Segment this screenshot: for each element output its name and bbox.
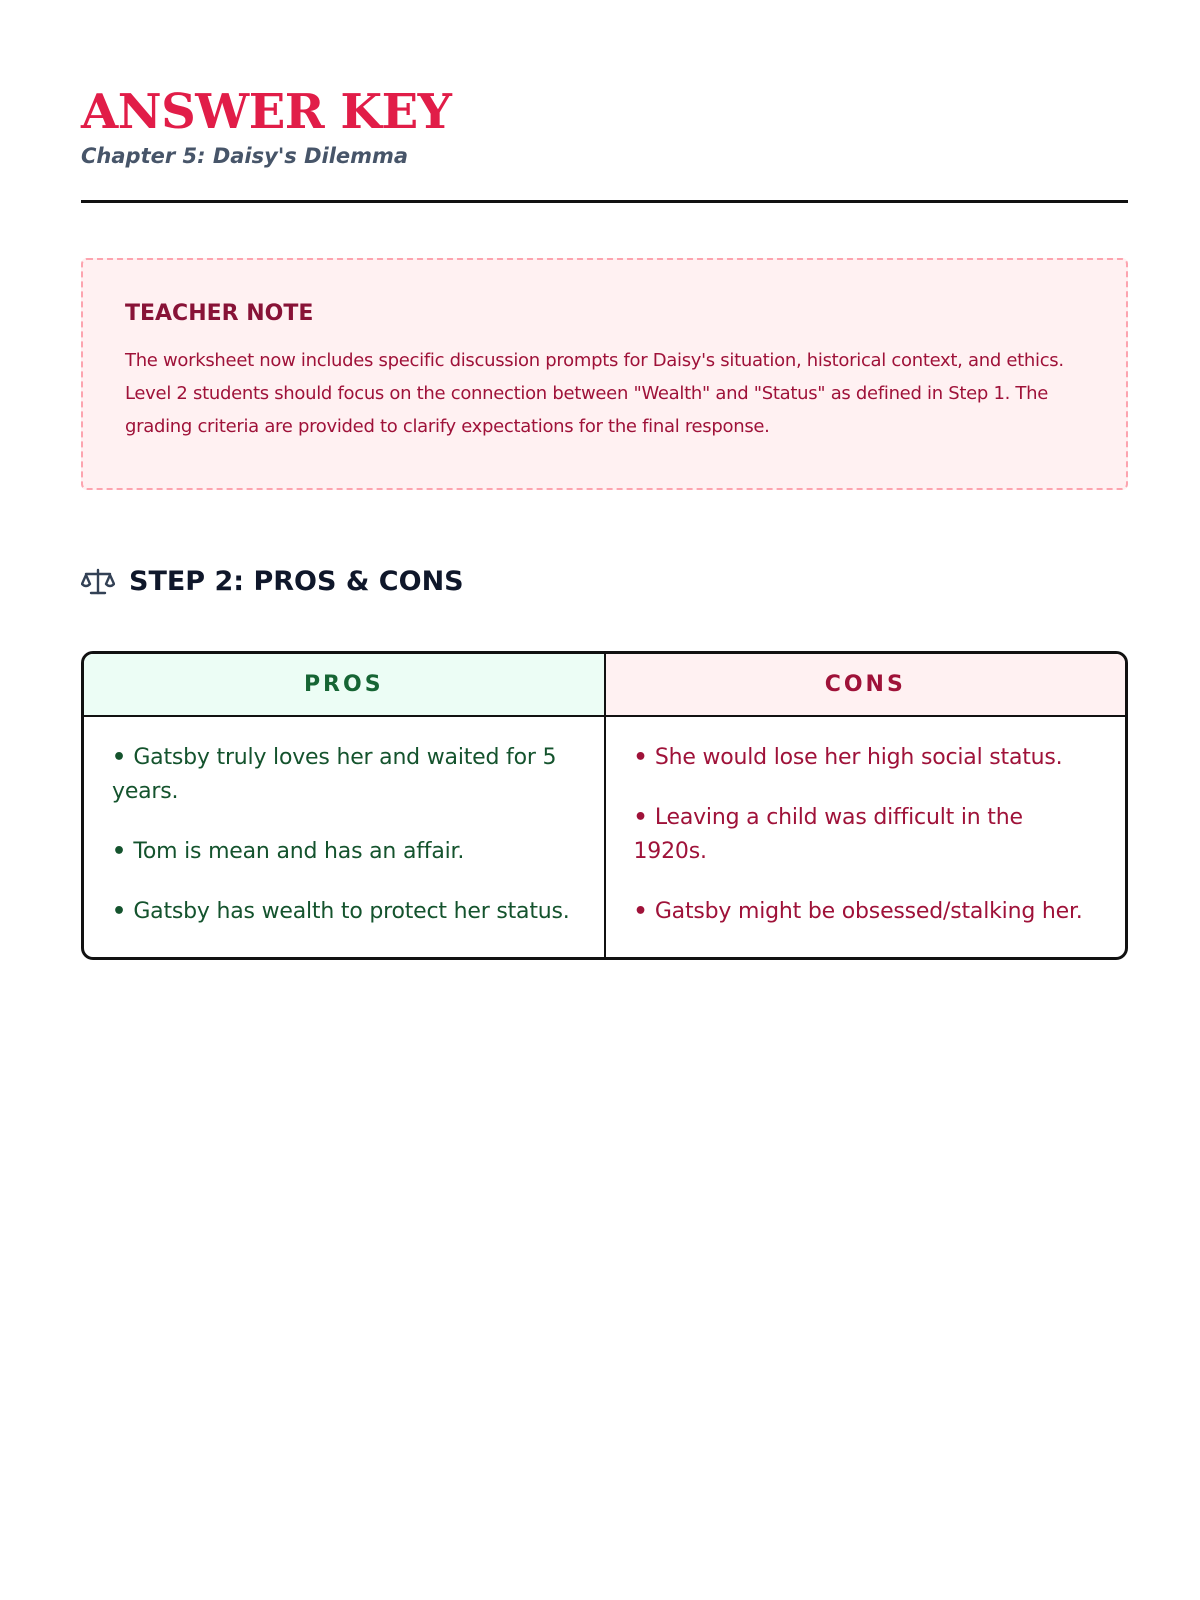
page-subtitle: Chapter 5: Daisy's Dilemma <box>81 144 409 168</box>
bullet-icon: • <box>633 745 655 770</box>
cons-header: CONS <box>606 654 1126 715</box>
bullet-icon: • <box>633 899 655 924</box>
bullet-icon: • <box>112 745 134 770</box>
pros-cons-header-row <box>84 654 1125 717</box>
balance-scale-icon <box>81 567 115 597</box>
cons-item: • Leaving a child was difficult in the 1920s. <box>633 805 1023 864</box>
pros-item: • Gatsby truly loves her and waited for 5 years. <box>112 745 557 804</box>
pros-item: • Tom is mean and has an affair. <box>112 839 465 864</box>
header-divider <box>81 200 1128 203</box>
bullet-icon: • <box>633 805 655 830</box>
pros-column <box>84 717 606 957</box>
pros-cons-body-row <box>84 717 1125 957</box>
cons-column <box>606 717 1126 957</box>
teacher-note-title: TEACHER NOTE <box>125 301 314 326</box>
cons-item: • Gatsby might be obsessed/stalking her. <box>633 899 1083 924</box>
bullet-icon: • <box>112 839 134 864</box>
pros-item: • Gatsby has wealth to protect her status. <box>112 899 570 924</box>
teacher-note-body: The worksheet now includes specific discussion prompts for Daisy's situation, historical context, and ethics. Level 2 students should focus on the connection between "Wealth" and "Status" as defined in Step 1. The grading criteria are provided to clarify expectations for the final response. <box>125 350 1064 437</box>
step2-heading <box>81 564 1128 600</box>
teacher-note-box <box>81 258 1128 490</box>
step2-title: STEP 2: PROS & CONS <box>129 566 464 597</box>
bullet-icon: • <box>112 899 134 924</box>
pros-header: PROS <box>84 654 606 715</box>
pros-cons-table <box>81 651 1128 960</box>
page-title: ANSWER KEY <box>81 84 452 140</box>
cons-item: • She would lose her high social status. <box>633 745 1063 770</box>
answer-key-page <box>81 0 1128 960</box>
